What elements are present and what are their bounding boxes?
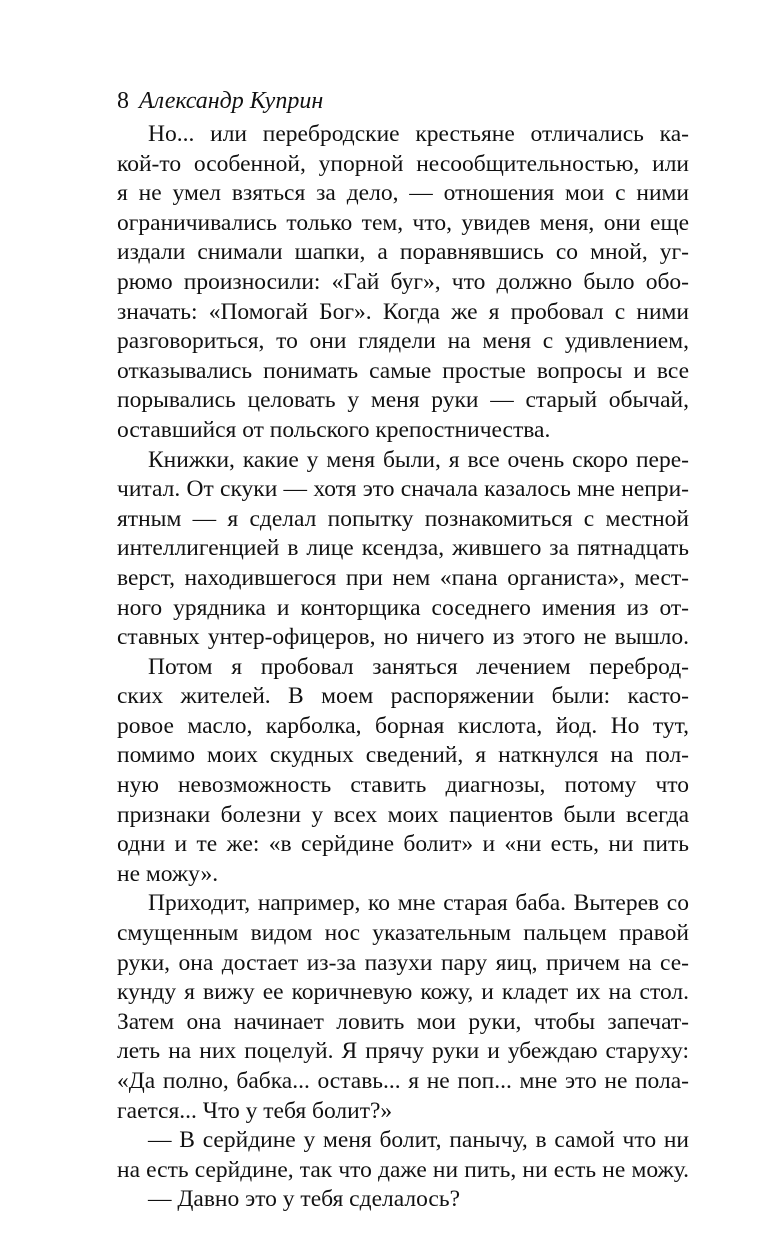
book-page	[117, 86, 689, 1215]
text-line: Книжки, какие у меня были, я все очень скоро пере-	[148, 446, 689, 473]
text-line: ских жителей. В моем распоряжении были: касто-	[117, 683, 689, 710]
text-line: кунду я вижу ее коричневую кожу, и кладет их на стол.	[117, 979, 689, 1006]
text-line: «Да полно, бабка... оставь... я не поп... мне это не пола-	[117, 1068, 689, 1094]
text-line: оставшийся от польского крепостничества.	[117, 416, 551, 443]
text-line: верст, находившегося при нем «пана органиста», мест-	[117, 564, 689, 591]
text-line: издали снимали шапки, а поравнявшись со мной, уг-	[117, 239, 689, 266]
text-line: ограничивались только тем, что, увидев меня, они еще	[117, 209, 689, 236]
text-line: Затем она начинает ловить мои руки, чтобы запечат-	[117, 1008, 689, 1035]
text-line: рюмо произносили: «Гай буг», что должно было обо-	[117, 268, 689, 295]
text-line: кой-то особенной, упорной несообщительностью, или	[117, 150, 689, 177]
text-line: Но... или перебродские крестьяне отличались ка-	[148, 121, 689, 147]
dialogue-line: — Давно это у тебя сделалось?	[148, 1186, 461, 1213]
text-line: помимо моих скудных сведений, я наткнулся на пол-	[117, 742, 689, 769]
text-line: смущенным видом нос указательным пальцем правой	[117, 920, 689, 947]
body-text	[117, 120, 689, 1215]
text-line: я не умел взяться за дело, — отношения мои с ними	[117, 180, 689, 207]
text-line: читал. От скуки — хотя это сначала казалось мне непри-	[117, 476, 689, 503]
author-name: Александр Куприн	[139, 88, 324, 114]
text-line: разговориться, то они глядели на меня с удивлением,	[117, 328, 689, 355]
text-line: порывались целовать у меня руки — старый обычай,	[117, 387, 689, 414]
text-line: леть на них поцелуй. Я прячу руки и убеждаю старуху:	[117, 1038, 689, 1065]
text-line: одни и те же: «в серйдине болит» и «ни есть, ни пить	[117, 831, 689, 858]
text-line: Приходит, например, ко мне старая баба. Вытерев со	[148, 890, 689, 917]
text-line: признаки болезни у всех моих пациентов были всегда	[117, 801, 689, 828]
text-line: значать: «Помогай Бог». Когда же я пробовал с ними	[117, 298, 689, 325]
text-line: руки, она достает из-за пазухи пару яиц, причем на се-	[117, 949, 689, 976]
text-line: ятным — я сделал попытку познакомиться с местной	[117, 505, 689, 532]
page-number: 8	[117, 88, 129, 114]
text-line: ставных унтер-офицеров, но ничего из этого не вышло.	[117, 624, 689, 651]
text-line: ровое масло, карболка, борная кислота, йод. Но тут,	[117, 712, 689, 739]
text-line: ного урядника и конторщика соседнего имения из от-	[117, 594, 689, 621]
text-line: ную невозможность ставить диагнозы, потому что	[117, 772, 689, 799]
running-header	[117, 86, 689, 120]
dialogue-line: — В серйдине у меня болит, панычу, в самой что ни	[148, 1127, 689, 1154]
text-line: не можу».	[117, 860, 219, 887]
text-line: на есть серйдине, так что даже ни пить, ни есть не можу.	[117, 1156, 689, 1183]
text-line: Потом я пробовал заняться лечением переброд-	[148, 653, 689, 680]
text-line: отказывались понимать самые простые вопросы и все	[117, 357, 689, 384]
text-line: интеллигенцией в лице ксендза, жившего за пятнадцать	[117, 535, 689, 562]
text-line: гается... Что у тебя болит?»	[117, 1097, 393, 1124]
